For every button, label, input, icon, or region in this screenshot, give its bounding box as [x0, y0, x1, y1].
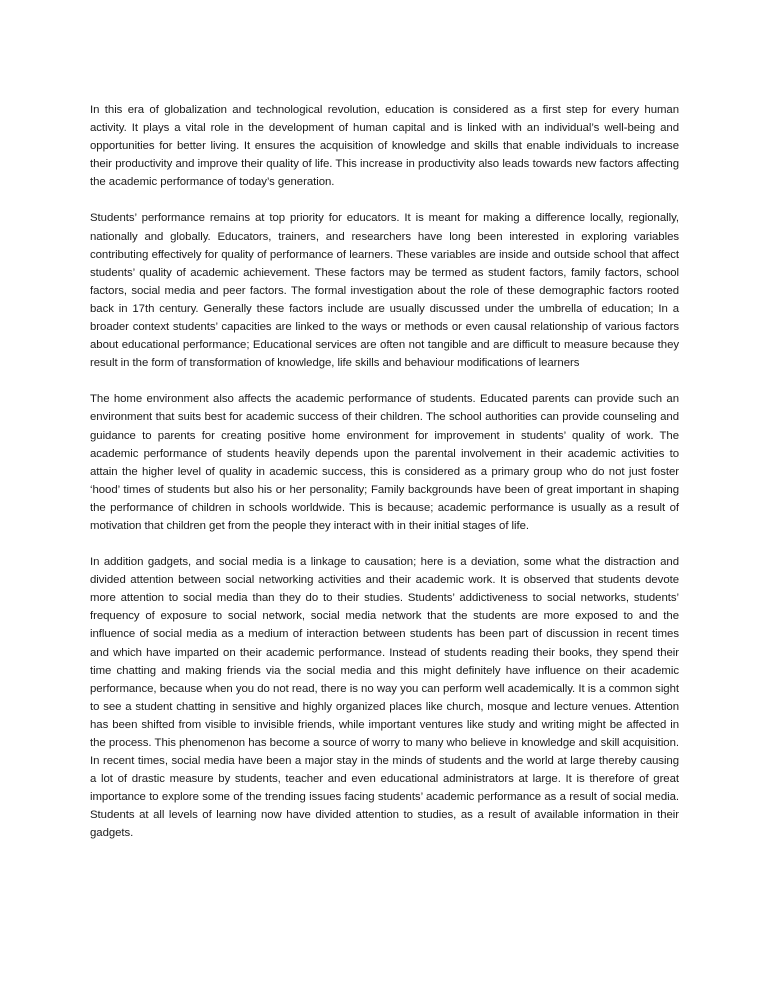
paragraph-globalization: In this era of globalization and technological revolution, education is considered as a first step for every human activity. It plays a vital role in the development of human capital and is linked with an individual’s well-being and opportunities for better living. It ensures the acquisition of knowledge and skills that enable individuals to increase their productivity and improve their quality of life. This increase in productivity also leads towards new factors affecting the academic performance of today’s generation.	[90, 104, 679, 189]
document-body	[90, 101, 679, 861]
paragraph-student-performance: Students’ performance remains at top priority for educators. It is meant for making a difference locally, regionally, nationally and globally. Educators, trainers, and researchers have long been interested in exploring variables contributing effectively for quality of performance of learners. These variables are inside and outside school that affect students’ quality of academic achievement. These factors may be termed as student factors, family factors, school factors, social media and peer factors. The formal investigation about the role of these demographic factors rooted back in 17th century. Generally these factors include are usually discussed under the umbrella of education; In a broader context students’ capacities are linked to the ways or methods or even causal relationship of various factors about educational performance; Educational services are often not tangible and are difficult to measure because they result in the form of transformation of knowledge, life skills and behaviour modifications of learners	[90, 212, 679, 370]
paragraph-home-environment: The home environment also affects the academic performance of students. Educated parents can provide such an environment that suits best for academic success of their children. The school authorities can provide counseling and guidance to parents for creating positive home environment for improvement in students’ quality of work. The academic performance of students heavily depends upon the parental involvement in their academic activities to attain the higher level of quality in academic success, this is considered as a primary group who do not just foster ‘hood’ times of students but also his or her personality; Family backgrounds have been of great important in shaping the performance of children in schools worldwide. This is because; academic performance is usually as a result of motivation that children get from the people they interact with in their initial stages of life.	[90, 393, 679, 532]
paragraph-social-media: In addition gadgets, and social media is a linkage to causation; here is a deviation, some what the distraction and divided attention between social networking activities and their academic work. It is observed that students devote more attention to social media than they do to their studies. Students’ addictiveness to social networks, students’ frequency of exposure to social network, social media network that the students are more exposed to and the influence of social media as a medium of interaction between students has been part of discussion in recent times and which have imparted on their academic performance. Instead of students reading their books, they spend their time chatting and making friends via the social media and this might definitely have influence on their academic performance, because when you do not read, there is no way you can perform well academically. It is a common sight to see a student chatting in sensitive and highly organized places like church, mosque and lecture venues. Attention has been shifted from visible to invisible friends, while important ventures like study and writing might be affected in the process. This phenomenon has become a source of worry to many who believe in knowledge and skill acquisition. In recent times, social media have been a major stay in the minds of students and the world at large thereby causing a lot of drastic measure by students, teacher and even educational administrators at large. It is therefore of great importance to explore some of the trending issues facing students’ academic performance as a result of social media. Students at all levels of learning now have divided attention to studies, as a result of available information in their gadgets.	[90, 556, 679, 840]
